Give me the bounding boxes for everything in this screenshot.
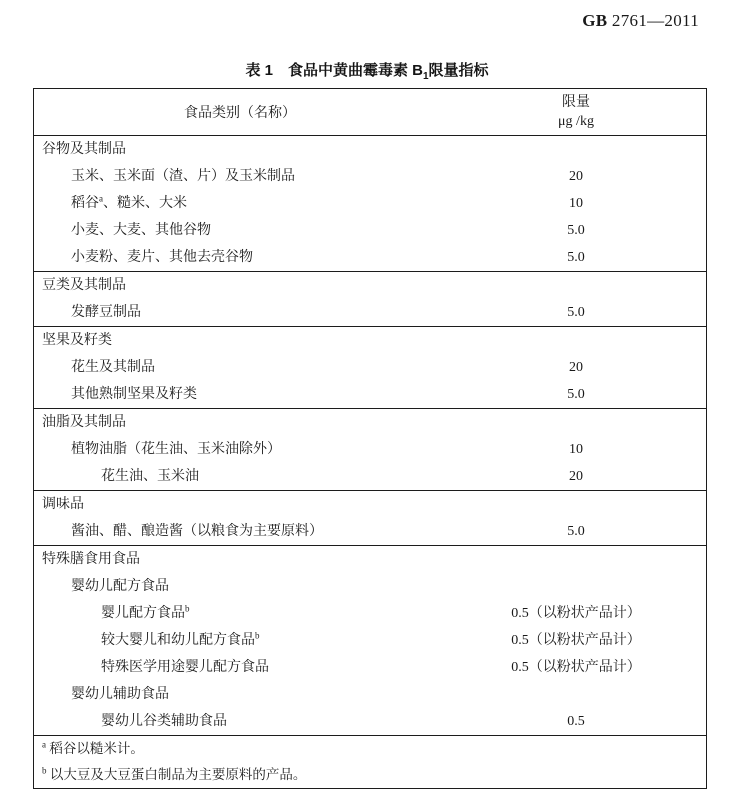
table-row (34, 244, 707, 272)
food-category-cell: 调味品 (34, 491, 447, 519)
limit-value-cell (446, 491, 707, 519)
limit-value-cell: 5.0 (567, 524, 585, 539)
footnote-a (34, 736, 707, 763)
limit-value-cell (446, 136, 707, 164)
limit-value-cell: 20 (569, 360, 583, 375)
limit-value-cell (446, 573, 707, 600)
table-row (34, 681, 707, 708)
caption-text-suffix: 限量指标 (428, 62, 489, 79)
table-row (34, 217, 707, 244)
food-name: 稻谷 (71, 196, 99, 211)
limit-unit: μg /kg (558, 114, 594, 129)
header-row (34, 89, 707, 136)
table-row (34, 627, 707, 654)
footnote-b (34, 762, 707, 789)
food-category-cell: 特殊膳食用食品 (34, 546, 447, 574)
doc-code-number: 2761—2011 (611, 11, 699, 30)
food-name-cell: 酱油、醋、酿造酱（以粮食为主要原料） (71, 524, 323, 539)
food-name-cell: 婴幼儿谷类辅助食品 (101, 714, 227, 729)
table-row (34, 354, 707, 381)
category-row (34, 136, 707, 164)
table-row (34, 381, 707, 409)
food-name-cell (34, 600, 447, 627)
food-category-cell: 坚果及籽类 (34, 327, 447, 355)
table-row (34, 436, 707, 463)
limit-value-cell (446, 409, 707, 437)
footnote-ref-b: b (255, 630, 260, 641)
col-header-limit (446, 89, 707, 136)
category-row (34, 409, 707, 437)
food-name-cell: 花生及其制品 (71, 360, 155, 375)
limit-value-cell: 0.5（以粉状产品计） (511, 660, 641, 675)
limit-label: 限量 (562, 95, 590, 110)
category-row (34, 272, 707, 300)
table-row (34, 463, 707, 491)
caption-subscript: 1 (422, 71, 429, 82)
food-name-cell: 植物油脂（花生油、玉米油除外） (71, 442, 281, 457)
food-category-cell: 谷物及其制品 (34, 136, 447, 164)
limit-value-cell: 0.5 (567, 714, 585, 729)
limit-value-cell: 5.0 (567, 387, 585, 402)
limit-value-cell (446, 681, 707, 708)
footnote-text: 以大豆及大豆蛋白制品为主要原料的产品。 (49, 767, 307, 782)
caption-text: 表 1 食品中黄曲霉毒素 B (245, 62, 423, 79)
food-name-cell (34, 627, 447, 654)
table-row (34, 163, 707, 190)
limit-value-cell: 0.5（以粉状产品计） (511, 633, 641, 648)
category-row (34, 546, 707, 574)
food-name-cell: 小麦粉、麦片、其他去壳谷物 (71, 250, 253, 265)
limit-value-cell: 10 (569, 442, 583, 457)
footnote-marker-b: b (42, 765, 47, 776)
food-name-cell: 婴幼儿辅助食品 (71, 687, 169, 702)
table-row (34, 299, 707, 327)
col-header-food: 食品类别（名称） (184, 106, 296, 121)
category-row (34, 491, 707, 519)
limit-value-cell: 5.0 (567, 305, 585, 320)
table-row (34, 654, 707, 681)
limit-value-cell (446, 327, 707, 355)
food-name-cell: 特殊医学用途婴儿配方食品 (101, 660, 269, 675)
footnote-text: 稻谷以糙米计。 (49, 741, 144, 756)
category-row (34, 327, 707, 355)
footnote-row (34, 762, 707, 789)
doc-code-prefix: GB (582, 11, 612, 30)
limit-value-cell: 20 (569, 169, 583, 184)
food-name-cell: 发酵豆制品 (71, 305, 141, 320)
footnote-row (34, 736, 707, 763)
table-caption (33, 59, 701, 82)
doc-code (582, 11, 699, 31)
food-name-cell: 小麦、大麦、其他谷物 (71, 223, 211, 238)
footnote-ref-a: a (99, 193, 103, 204)
limit-value-cell (446, 546, 707, 574)
food-name: 婴儿配方食品 (101, 606, 185, 621)
table-row (34, 190, 707, 217)
table-row (34, 573, 707, 600)
food-name-cell (34, 190, 447, 217)
limit-value-cell: 0.5（以粉状产品计） (511, 606, 641, 621)
limit-value-cell: 20 (569, 469, 583, 484)
footnote-ref-b: b (185, 603, 190, 614)
limit-value-cell: 5.0 (567, 223, 585, 238)
limits-table (33, 88, 707, 789)
limit-value-cell: 5.0 (567, 250, 585, 265)
food-name-cell: 其他熟制坚果及籽类 (71, 387, 197, 402)
food-name-cell: 玉米、玉米面（渣、片）及玉米制品 (71, 169, 295, 184)
limit-value-cell: 10 (569, 196, 583, 211)
footnote-marker-a: a (42, 739, 46, 750)
table-row (34, 600, 707, 627)
food-name-cell: 花生油、玉米油 (101, 469, 199, 484)
limit-value-cell (446, 272, 707, 300)
food-name-cont: 、糙米、大米 (103, 196, 187, 211)
food-category-cell: 油脂及其制品 (34, 409, 447, 437)
food-name: 较大婴儿和幼儿配方食品 (101, 633, 255, 648)
table-row (34, 518, 707, 546)
food-name-cell: 婴幼儿配方食品 (71, 579, 169, 594)
food-category-cell: 豆类及其制品 (34, 272, 447, 300)
table-row (34, 708, 707, 736)
